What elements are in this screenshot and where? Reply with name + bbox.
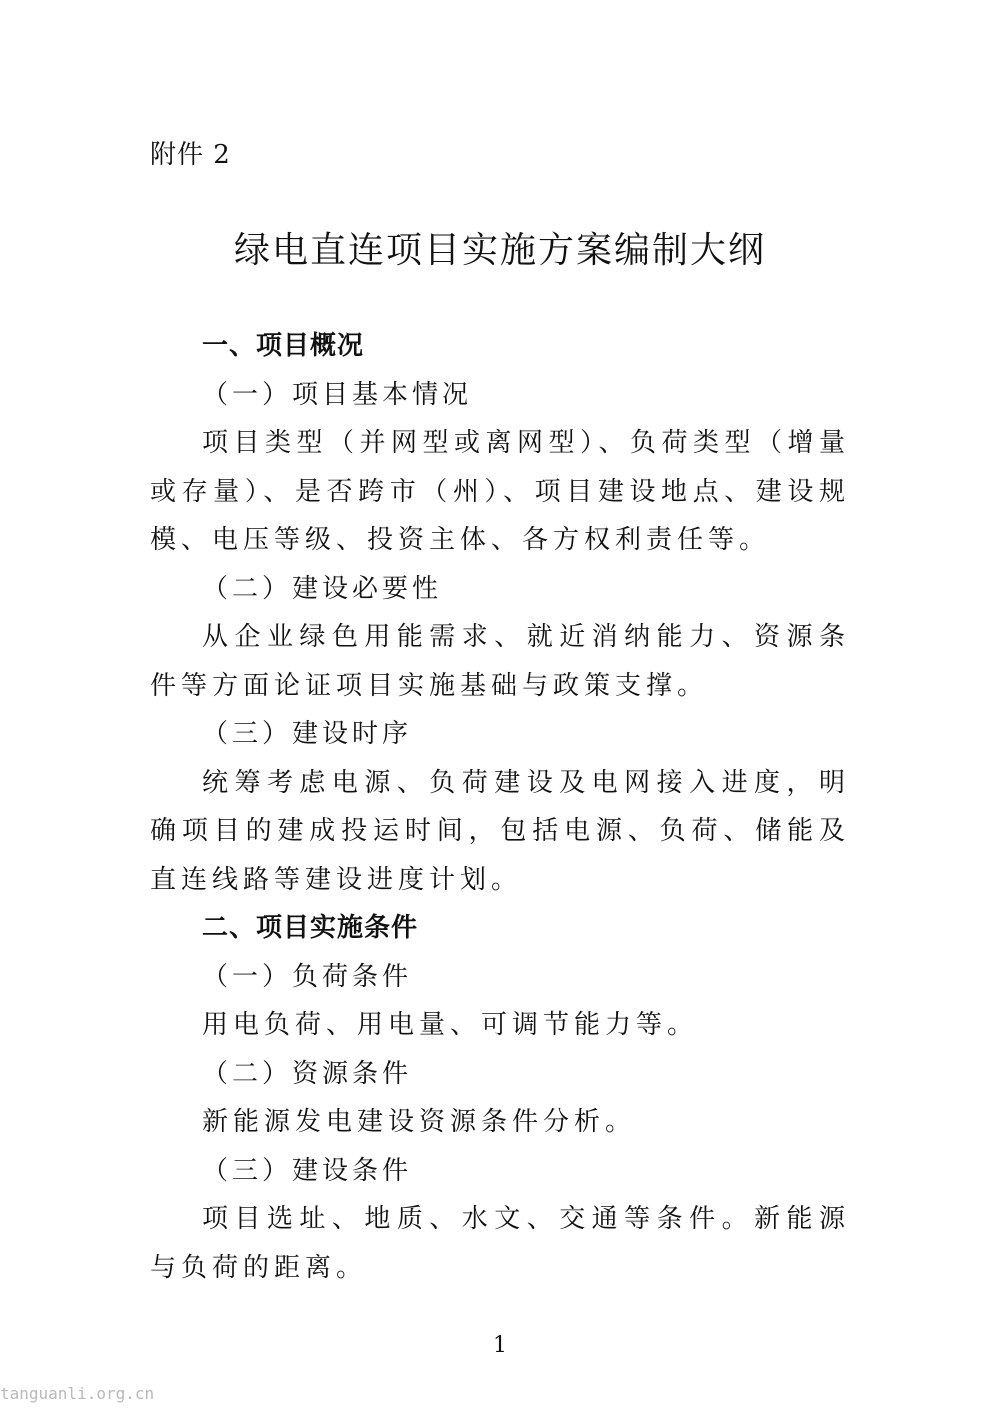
paragraph: 用电负荷、用电量、可调节能力等。 xyxy=(202,1010,699,1040)
subsection-heading: （三）建设时序 xyxy=(202,719,413,749)
paragraph: 项目选址、地质、水文、交通等条件。新能源与负荷的距离。 xyxy=(150,1204,850,1283)
paragraph: 项目类型（并网型或离网型）、负荷类型（增量或存量）、是否跨市（州）、项目建设地点、建设规模、电压等级、投资主体、各方权利责任等。 xyxy=(150,428,850,555)
section-heading: 二、项目实施条件 xyxy=(202,913,419,943)
document-title: 绿电直连项目实施方案编制大纲 xyxy=(233,230,766,271)
paragraph: 统筹考虑电源、负荷建设及电网接入进度，明确项目的建成投运时间，包括电源、负荷、储能及直连线路等建设进度计划。 xyxy=(150,767,850,895)
subsection-heading: （三）建设条件 xyxy=(202,1155,413,1186)
paragraph: 从企业绿色用能需求、就近消纳能力、资源条件等方面论证项目实施基础与政策支撑。 xyxy=(150,622,850,701)
section-heading: 一、项目概况 xyxy=(202,331,365,361)
document-body xyxy=(150,322,850,1292)
watermark-text: tanguanli.org.cn xyxy=(0,1384,155,1403)
page-number: 1 xyxy=(493,1333,507,1358)
subsection-heading: （二）资源条件 xyxy=(202,1058,413,1089)
paragraph: 新能源发电建设资源条件分析。 xyxy=(202,1107,637,1137)
subsection-heading: （一）项目基本情况 xyxy=(202,379,473,410)
subsection-heading: （一）负荷条件 xyxy=(202,961,413,992)
subsection-heading: （二）建设必要性 xyxy=(202,573,443,604)
annex-label: 附件 2 xyxy=(150,140,231,170)
